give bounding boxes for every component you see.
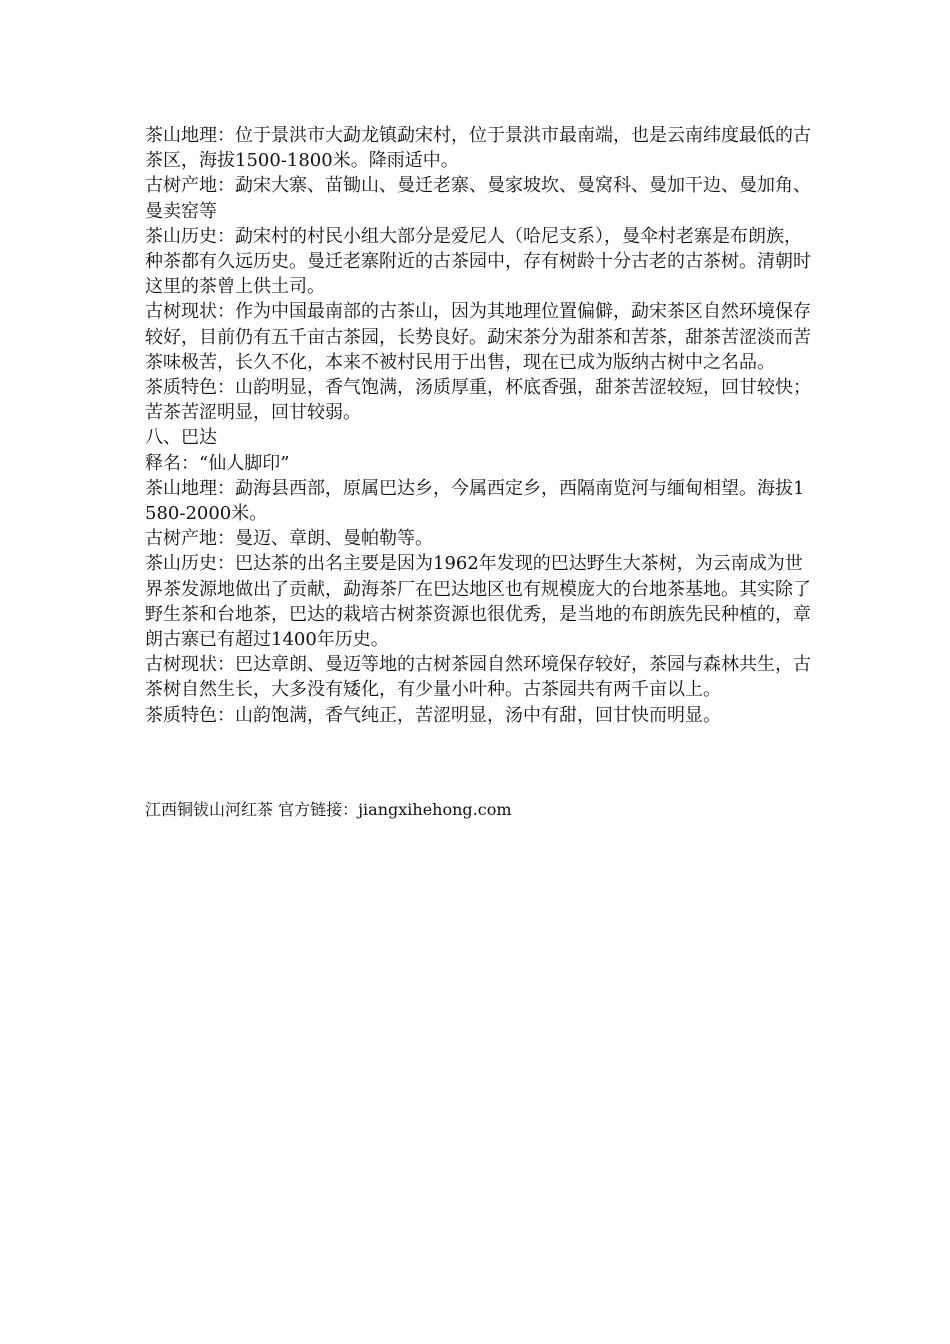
paragraph-bada-history: 茶山历史：巴达茶的出名主要是因为1962年发现的巴达野生大茶树，为云南成为世界茶发源地做出了贡献，勐海茶厂在巴达地区也有规模庞大的台地茶基地。其实除了野生茶和台地茶，巴达的栽培古树茶资源也很优秀，是当地的布朗族先民种植的，章朗古寨已有超过1400年历史。	[145, 553, 811, 651]
paragraph-bada-status: 古树现状：巴达章朗、曼迈等地的古树茶园自然环境保存较好，茶园与森林共生，古茶树自然生长，大多没有矮化，有少量小叶种。古茶园共有两千亩以上。	[145, 654, 811, 701]
document-body	[145, 123, 811, 728]
paragraph-bada-geography: 茶山地理：勐海县西部，原属巴达乡，今属西定乡，西隔南览河与缅甸相望。海拔1580-2000米。	[145, 477, 805, 525]
paragraph-mengsong-status: 古树现状：作为中国最南部的古茶山，因为其地理位置偏僻，勐宋茶区自然环境保存较好，目前仍有五千亩古茶园，长势良好。勐宋茶分为甜茶和苦茶，甜茶苦涩淡而苦茶味极苦，长久不化，本来不被村民用于出售，现在已成为版纳古树中之名品。	[145, 301, 811, 373]
paragraph-bada-quality: 茶质特色：山韵饱满，香气纯正，苦涩明显，汤中有甜，回甘快而明显。	[145, 704, 721, 726]
paragraph-mengsong-origin: 古树产地：勐宋大寨、苗锄山、曼迁老寨、曼家坡坎、曼窝科、曼加干边、曼加角、曼卖窑等	[145, 175, 811, 222]
paragraph-bada-name: 释名：“仙人脚印”	[145, 452, 290, 474]
paragraph-bada-origin: 古树产地：曼迈、章朗、曼帕勒等。	[145, 528, 433, 550]
paragraph-mengsong-geography: 茶山地理：位于景洪市大勐龙镇勐宋村，位于景洪市最南端，也是云南纬度最低的古茶区，海拔1500-1800米。降雨适中。	[145, 125, 811, 172]
paragraph-mengsong-history: 茶山历史：勐宋村的村民小组大部分是爱尼人（哈尼支系），曼伞村老寨是布朗族，种茶都有久远历史。曼迁老寨附近的古茶园中，存有树龄十分古老的古茶树。清朝时这里的茶曾上供土司。	[145, 225, 811, 298]
footer-link-text: 江西铜钹山河红茶 官方链接：jiangxihehong.com	[145, 800, 512, 819]
section-heading-bada: 八、巴达	[145, 427, 217, 449]
paragraph-mengsong-quality: 茶质特色：山韵明显，香气饱满，汤质厚重，杯底香强，甜茶苦涩较短，回甘较快；苦茶苦涩明显，回甘较弱。	[145, 377, 811, 424]
